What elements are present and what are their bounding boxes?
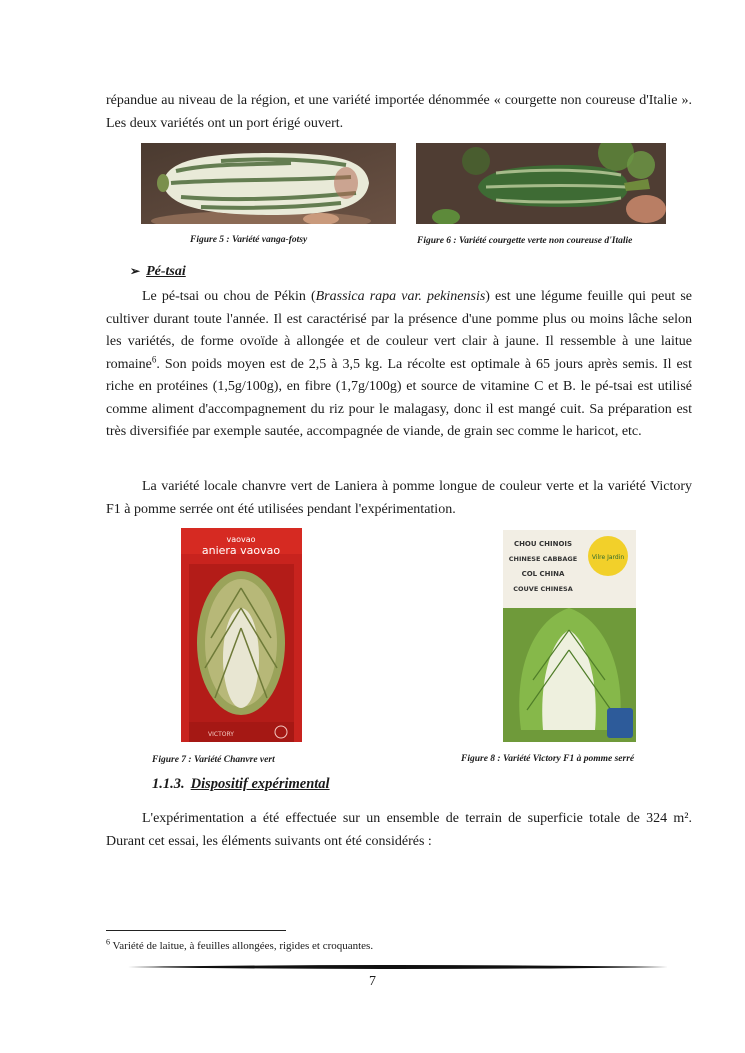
packet-top-text: vaovao bbox=[226, 535, 256, 544]
dispositif-paragraph: L'expérimentation a été effectuée sur un ensemble de terrain de superficie totale de 324 m². Durant cet essai, les éléments suivants ont été considérés : bbox=[106, 811, 692, 849]
footnote bbox=[106, 937, 374, 952]
scientific-name: Brassica rapa var. pekinensis bbox=[315, 289, 486, 304]
badge-text: Vilre Jardin bbox=[591, 554, 625, 561]
figure-7-caption: Figure 7 : Variété Chanvre vert bbox=[152, 755, 275, 765]
figure-5-image bbox=[141, 143, 396, 224]
figure-8-image bbox=[503, 530, 636, 742]
figure-6-image bbox=[416, 143, 666, 224]
petsai-paragraph-1: Le pé-tsai ou chou de Pékin (Brassica rapa var. pekinensis) est une légume feuille qui peut se cultiver durant toute l'année. Il est caractérisé par la présence d'une pomme plus ou moins lâche selon les variétés, de forme ovoïde à allongée et de couleur vert clair à jaune. Il ressemble à une laitue romaine$^6$. Son poids moyen est de 2,5 à 3,5 kg. La récolte est optimale à 65 jours après semis. Il est riche en protéines (1,5g/100g), en fibre (1,7g/100g) et source de vitamine C et B. le pé-tsai est utilisé comme aliment d'accompagnement du riz pour le malagasy, donc il est mangé cuit. Sa préparation est très diversifiée par exemple sautée, accompagnée de viande, de grain sec comme le haricot, etc. bbox=[106, 289, 692, 439]
petsai-title: Pé-tsai bbox=[146, 264, 186, 279]
intro-paragraph: répandue au niveau de la région, et une variété importée dénommée « courgette non coureuse d'Italie ». Les deux variétés ont un port érigé ouvert. bbox=[106, 93, 692, 131]
section-title: Dispositif expérimental bbox=[190, 776, 330, 792]
label-line-4: COUVE CHINESA bbox=[513, 585, 573, 593]
section-heading-dispositif bbox=[152, 776, 330, 793]
page-bottom-rule bbox=[128, 964, 668, 970]
section-number: 1.1.3. bbox=[152, 776, 185, 792]
figure-5-caption: Figure 5 : Variété vanga-fotsy bbox=[190, 235, 308, 245]
footnote-text: Variété de laitue, à feuilles allongées, rigides et croquantes. bbox=[110, 940, 374, 952]
label-line-3: COL CHINA bbox=[521, 570, 565, 578]
label-line-1: CHOU CHINOIS bbox=[513, 540, 573, 548]
petsai-paragraph-2: La variété locale chanvre vert de Laniera à pomme longue de couleur verte et la variété Victory F1 à pomme serrée ont été utilisées pendant l'expérimentation. bbox=[106, 479, 692, 517]
figure-7-image bbox=[181, 528, 302, 742]
packet-brand-text: aniera vaovao bbox=[201, 544, 281, 557]
arrow-bullet-icon: ➢ bbox=[130, 264, 141, 278]
figure-6-caption: Figure 6 : Variété courgette verte non coureuse d'Italie bbox=[417, 236, 633, 246]
label-line-2: CHINESE CABBAGE bbox=[508, 555, 578, 563]
figure-8-caption: Figure 8 : Variété Victory F1 à pomme serré bbox=[461, 754, 635, 764]
footnote-mark: 6 bbox=[106, 937, 110, 947]
page-number: 7 bbox=[369, 974, 376, 989]
petsai-bullet-heading bbox=[130, 264, 186, 280]
footnote-reference[interactable]: 6 bbox=[151, 353, 157, 364]
packet-bottom-text: VICTORY bbox=[208, 731, 234, 738]
footnote-divider bbox=[106, 930, 286, 931]
